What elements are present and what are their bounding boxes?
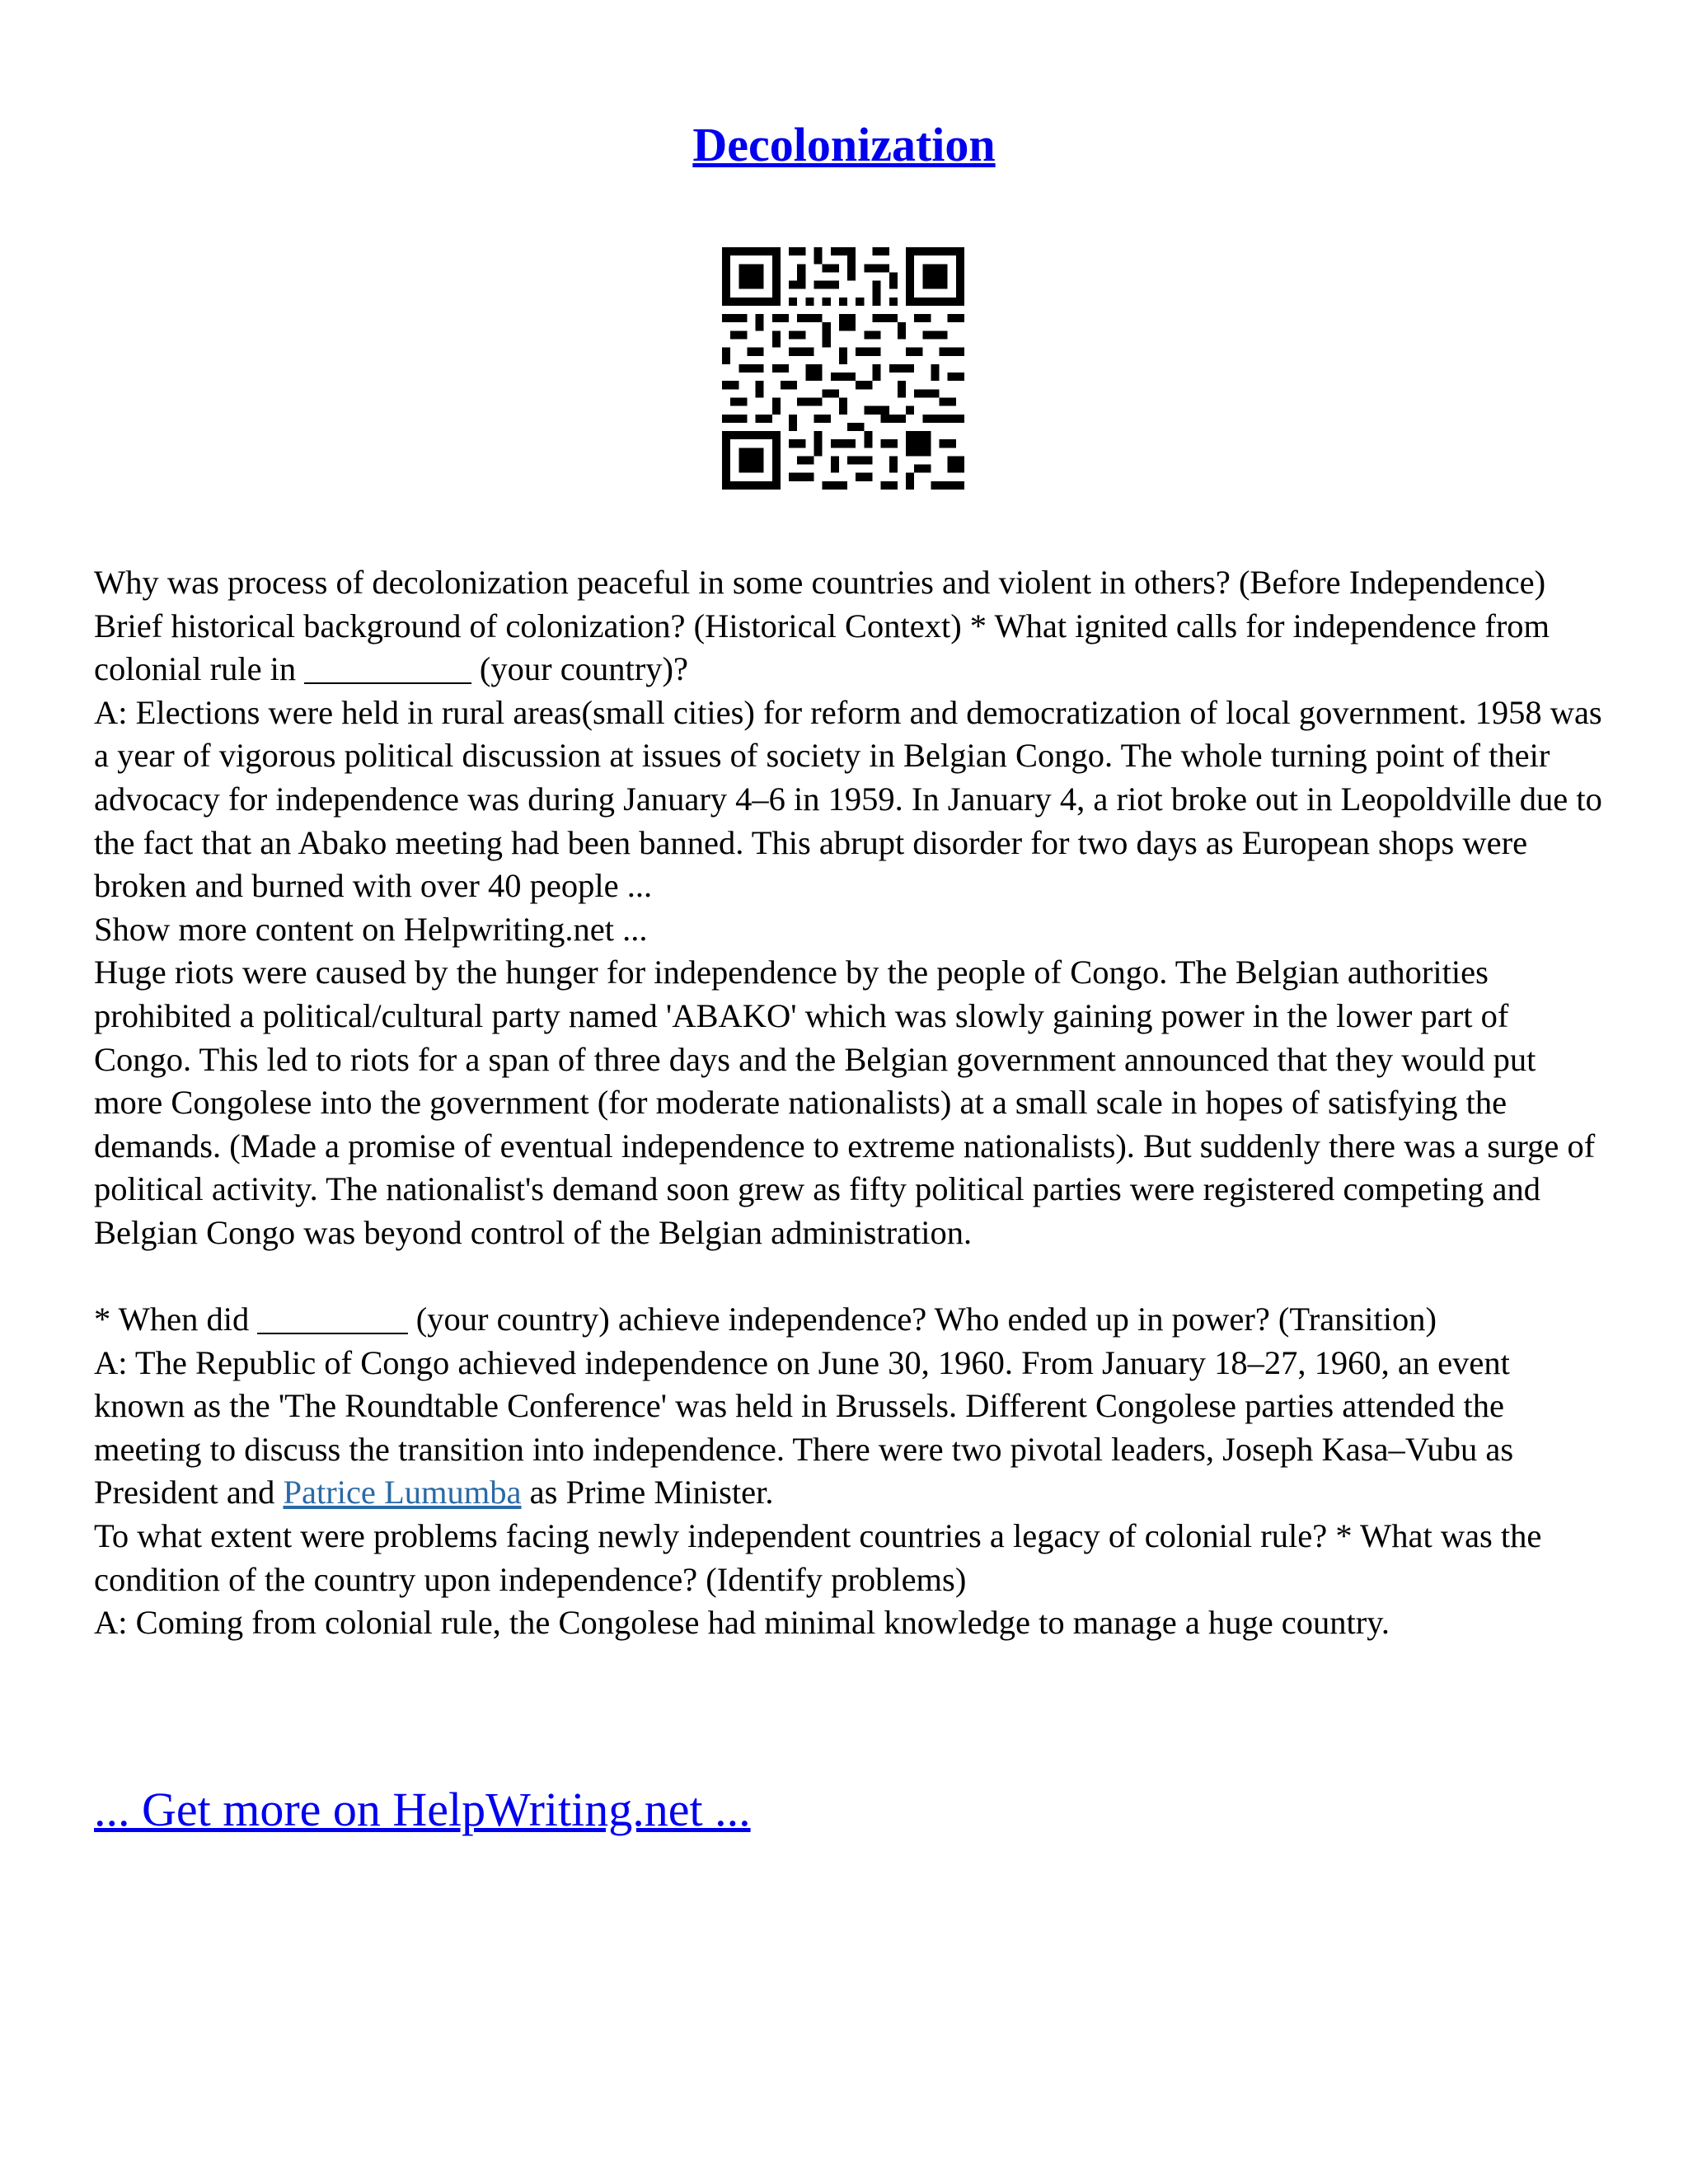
show-more-text: Show more content on Helpwriting.net ...	[94, 910, 648, 948]
qr-code-icon	[722, 247, 964, 490]
question-historical-background: Brief historical background of colonization? (Historical Context) * What ignited calls for independence from colonial rule in __________ (your country)?	[94, 607, 1550, 688]
answer-elections: A: Elections were held in rural areas(small cities) for reform and democratization of local government. 1958 was a year of vigorous political discussion at issues of society in Belgian Congo. The whole turning point of their advocacy for independence was during January 4–6 in 1959. In January 4, a riot broke out in Leopoldville due to the fact that an Abako meeting had been banned. This abrupt disorder for two days as European shops were broken and burned with over 40 people ...	[94, 693, 1602, 905]
question-legacy: To what extent were problems facing newly independent countries a legacy of colonial rule? * What was the condition of the country upon independence? (Identify problems)	[94, 1517, 1542, 1598]
document-body	[94, 561, 1602, 1645]
paragraph-spacer	[94, 1255, 1602, 1299]
answer-colonial-rule: A: Coming from colonial rule, the Congolese had minimal knowledge to manage a huge country.	[94, 1604, 1390, 1642]
get-more-link[interactable]: ... Get more on HelpWriting.net ...	[94, 1783, 751, 1836]
question-decolonization: Why was process of decolonization peaceful in some countries and violent in others? (Before Independence)	[94, 564, 1546, 601]
paragraph-riots: Huge riots were caused by the hunger for independence by the people of Congo. The Belgian authorities prohibited a political/cultural party named 'ABAKO' which was slowly gaining power in the lower part of Congo. This led to riots for a span of three days and the Belgian government announced that they would put more Congolese into the government (for moderate nationalists) at a small scale in hopes of satisfying the demands. (Made a promise of eventual independence to extreme nationalists). But suddenly there was a surge of political activity. The nationalist's demand soon grew as fifty political parties were registered competing and Belgian Congo was beyond control of the Belgian administration.	[94, 954, 1596, 1251]
answer-republic-tail: as Prime Minister.	[529, 1474, 774, 1511]
footer	[94, 1780, 751, 1840]
page-title	[0, 115, 1688, 175]
title-link[interactable]: Decolonization	[692, 118, 996, 171]
question-independence: * When did _________ (your country) achieve independence? Who ended up in power? (Transition)	[94, 1301, 1437, 1338]
answer-republic	[94, 1342, 1602, 1515]
patrice-lumumba-link[interactable]: Patrice Lumumba	[283, 1474, 522, 1511]
answer-republic-text: A: The Republic of Congo achieved independence on June 30, 1960. From January 18–27, 1960, an event known as the 'The Roundtable Conference' was held in Brussels. Different Congolese parties attended the meeting to discuss the transition into independence. There were two pivotal leaders, Joseph Kasa–Vubu as President and	[94, 1343, 1514, 1511]
